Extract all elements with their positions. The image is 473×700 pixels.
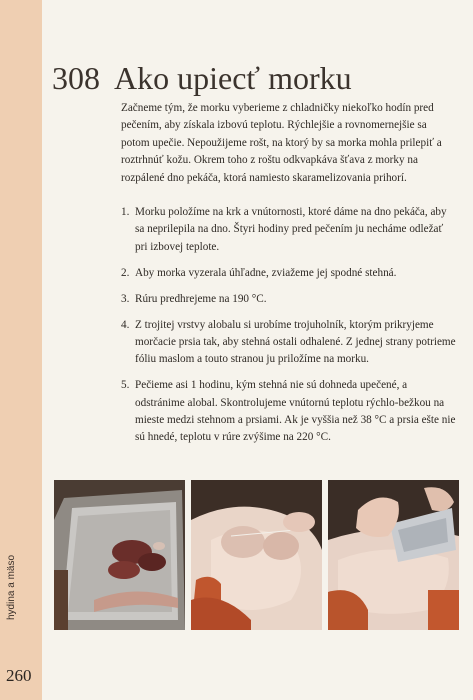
recipe-heading <box>52 60 352 96</box>
recipe-number: 308 <box>52 60 100 96</box>
tying-legs-photo <box>191 480 322 630</box>
step-list <box>121 204 456 455</box>
foil-on-breast-photo <box>328 480 459 630</box>
step-item <box>121 377 456 447</box>
step-text: Morku položíme na krk a vnútornosti, ktoré dáme na dno pekáča, aby sa neprilepila na dno. Štyri hodiny pred pečením ju necháme odležať pri izbovej teplote. <box>135 206 447 253</box>
step-item <box>121 204 456 256</box>
step-text: Pečieme asi 1 hodinu, kým stehná nie sú dohneda upečené, a odstránime alobal. Skontrolujeme vnútornú teplotu rýchlo-bežkou na mieste medzi stehnom a prsiami. Ak je vyššia než 38 °C a prsia ešte nie sú hnedé, teplotu v rúre zvýšime na 220 °C. <box>135 379 456 444</box>
recipe-intro: Začneme tým, že morku vyberieme z chladničky niekoľko hodín pred pečením, aby získala izbovú teplotu. Rýchlejšie a rovnomernejšie sa potom upečie. Nepoužijeme rošt, na ktorý by sa morka mohla prilepiť a roztrhnúť kožu. Okrem toho z roštu odkvapkáva šťava z morky na rozpálené dno pekáča, ktorá namiesto skaramelizovania prihorí. <box>121 102 442 184</box>
step-number: 4. <box>121 318 130 331</box>
photo-strip <box>54 480 459 630</box>
roasting-pan-neck-photo <box>54 480 185 630</box>
step-text: Rúru predhrejeme na 190 °C. <box>135 292 267 305</box>
step-text: Aby morka vyzerala úhľadne, zviažeme jej spodné stehná. <box>135 266 397 279</box>
step-number: 3. <box>121 292 130 305</box>
step-number: 1. <box>121 206 130 218</box>
step-item <box>121 291 456 308</box>
step-number: 5. <box>121 379 130 392</box>
step-item <box>121 317 456 369</box>
page-number: 260 <box>6 666 32 685</box>
recipe-title: Ako upiecť morku <box>114 60 352 96</box>
step-text: Z trojitej vrstvy alobalu si urobíme trojuholník, ktorým prikryjeme morčacie prsia tak, aby stehná ostali odhalené. Z jednej strany potrieme fóliu maslom a touto stranou ju priložíme na morku. <box>135 318 456 366</box>
step-item <box>121 265 456 282</box>
section-label: hydina a mäso <box>6 554 17 620</box>
step-number: 2. <box>121 266 130 279</box>
